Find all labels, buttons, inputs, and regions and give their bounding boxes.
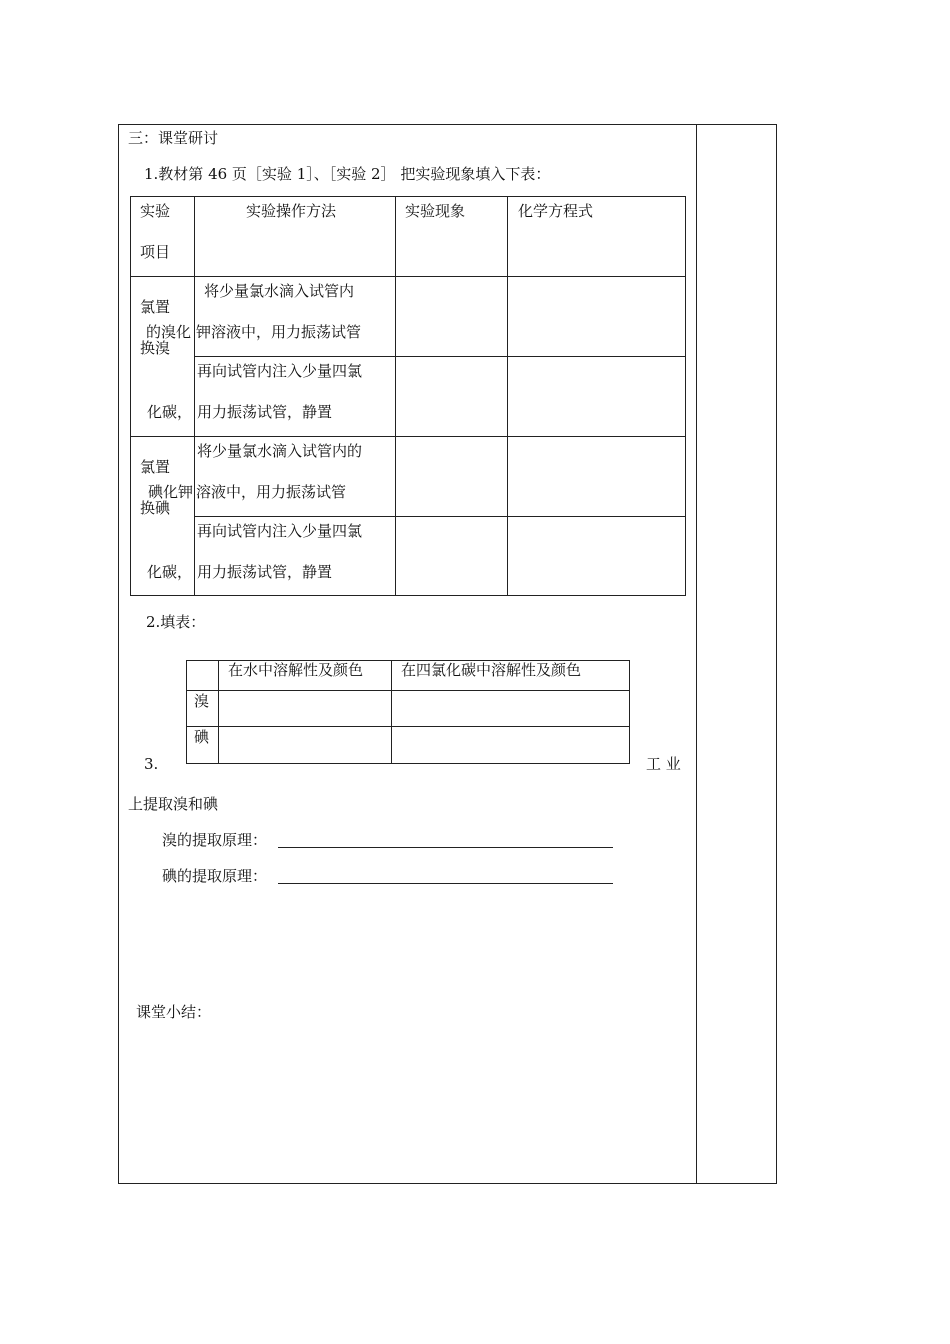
method-text: 用力振荡试管，静置 <box>197 563 333 581</box>
row-label: 氯置 <box>140 298 171 316</box>
header-water: 在水中溶解性及颜色 <box>228 661 364 679</box>
method-text: 将少量氯水滴入试管内 <box>204 282 355 300</box>
question-1: 1.教材第 46 页［实验 1］、［实验 2］ 把实验现象填入下表： <box>144 165 551 183</box>
table-row-line <box>194 356 686 357</box>
header-method: 实验操作方法 <box>246 202 337 220</box>
method-text: 再向试管内注入少量四氯 <box>197 522 363 540</box>
question-3-number: 3. <box>144 755 159 773</box>
row-label: 换碘 <box>140 499 171 517</box>
table-row-line <box>186 690 630 691</box>
method-text: 钾溶液中，用力振荡试管 <box>196 323 362 341</box>
header-item: 项目 <box>140 243 171 261</box>
method-text: 的溴化 <box>146 323 192 341</box>
table-row-line <box>186 726 630 727</box>
header-equation: 化学方程式 <box>518 202 594 220</box>
method-text: 溶液中，用力振荡试管 <box>196 483 347 501</box>
header-item: 实验 <box>140 202 171 220</box>
method-text: 化碳， <box>147 563 193 581</box>
method-text: 碘化钾 <box>148 483 194 501</box>
table-col-line <box>218 660 219 764</box>
method-text: 化碳， <box>147 403 193 421</box>
table-row-line <box>130 436 686 437</box>
row-label: 氯置 <box>140 458 171 476</box>
method-text: 将少量氯水滴入试管内的 <box>197 442 363 460</box>
row-label: 换溴 <box>140 339 171 357</box>
table-row-line <box>194 516 686 517</box>
header-phenomenon: 实验现象 <box>405 202 466 220</box>
bromine-answer-line <box>278 847 613 848</box>
table-col-line <box>391 660 392 764</box>
question-2: 2.填表： <box>146 613 206 631</box>
question-3-tail: 工 业 <box>646 755 681 773</box>
summary-label: 课堂小结： <box>136 1003 212 1021</box>
row-iodine: 碘 <box>194 728 210 746</box>
method-text: 再向试管内注入少量四氯 <box>197 362 363 380</box>
question-3-text: 上提取溴和碘 <box>128 795 219 813</box>
margin-column-divider <box>696 124 697 1184</box>
method-text: 用力振荡试管，静置 <box>197 403 333 421</box>
section-title: 三：课堂研讨 <box>128 129 219 147</box>
iodine-principle-label: 碘的提取原理： <box>162 867 268 885</box>
iodine-answer-line <box>278 883 613 884</box>
table-col-line <box>507 196 508 596</box>
bromine-principle-label: 溴的提取原理： <box>162 831 268 849</box>
table-row-line <box>130 276 686 277</box>
header-ccl4: 在四氯化碳中溶解性及颜色 <box>401 661 582 679</box>
table-col-line <box>395 196 396 596</box>
row-bromine: 溴 <box>194 692 210 710</box>
table-col-line <box>194 196 195 596</box>
